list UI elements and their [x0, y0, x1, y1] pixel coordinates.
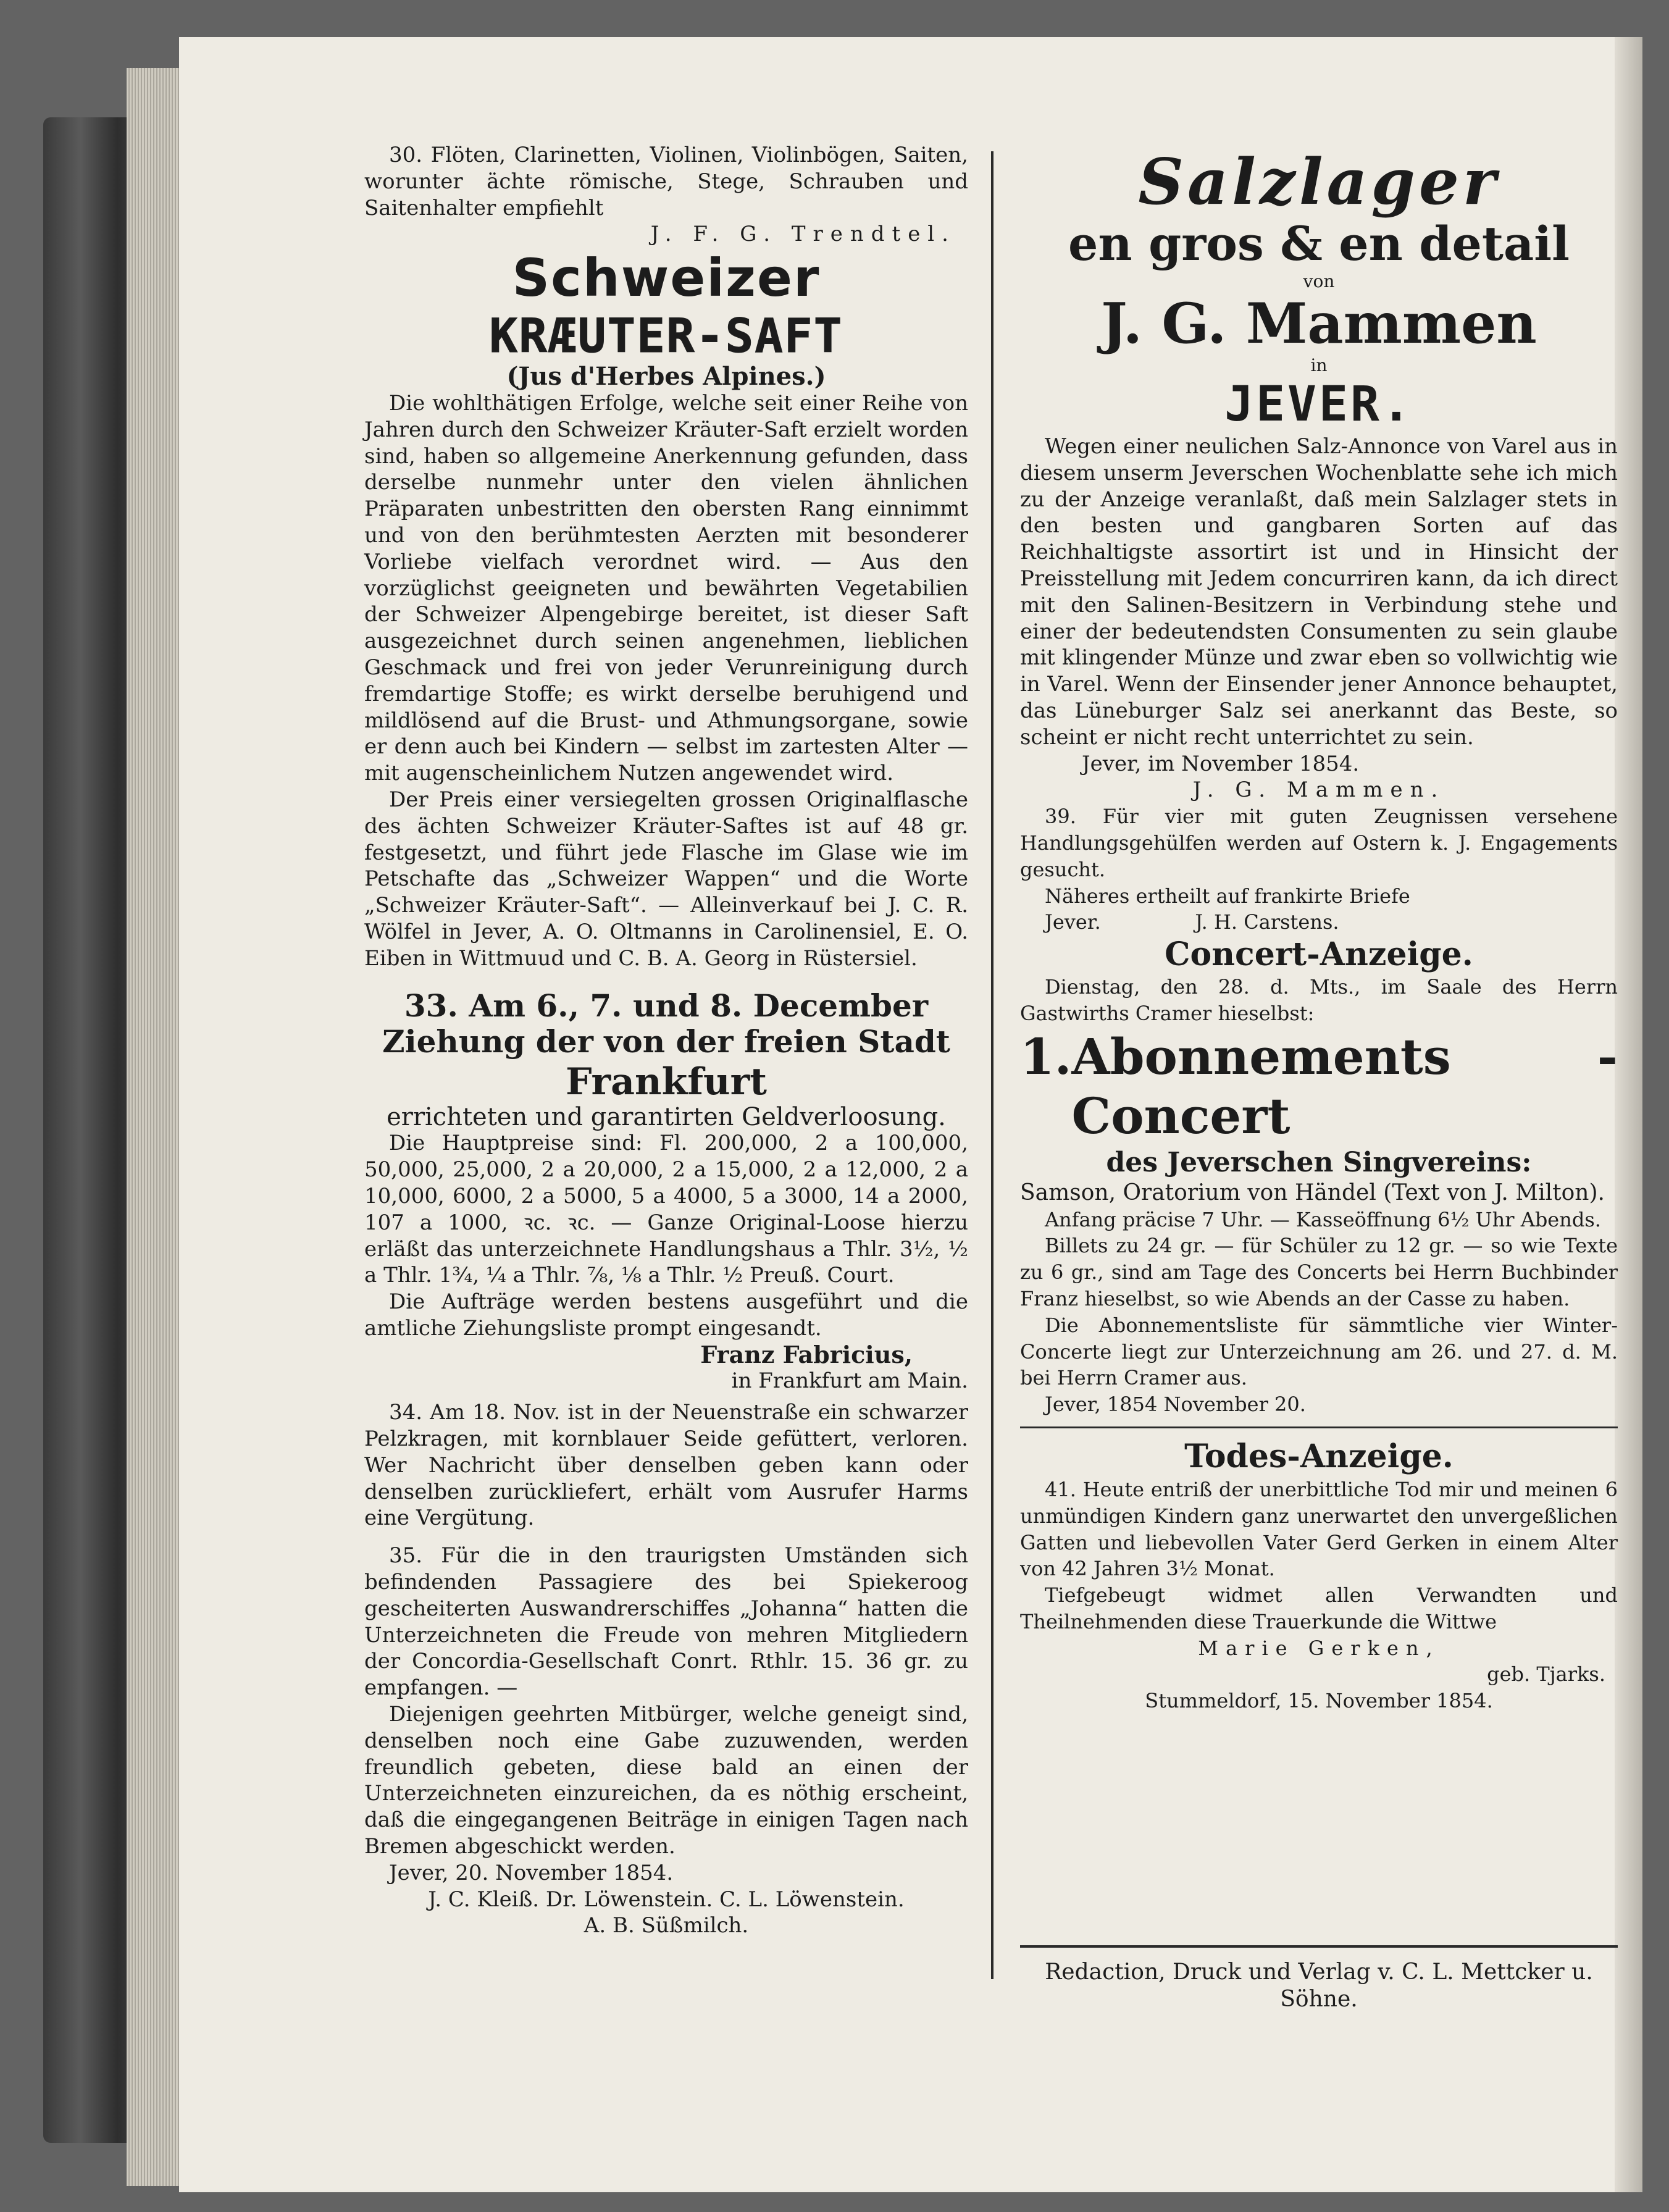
ad-33-signature-2: in Frankfurt am Main. — [731, 1368, 968, 1394]
concert-start: Anfang präcise 7 Uhr. — Kasseöffnung 6½ Uhr Abends. — [1045, 1207, 1601, 1231]
todes-text-2: Tiefgebeugt widmet allen Verwandten und Theilnehmenden diese Trauerkunde die Wittwe — [1020, 1583, 1618, 1633]
page-edges — [127, 68, 185, 2186]
todes-signature-2: geb. Tjarks. — [1487, 1662, 1605, 1686]
todes-date: Stummeldorf, 15. November 1854. — [1145, 1689, 1493, 1713]
concert-intro: Dienstag, den 28. d. Mts., im Saale des Herrn Gastwirths Cramer hieselbst: — [1020, 975, 1618, 1025]
ad-33-signature-1: Franz Fabricius, — [700, 1340, 913, 1368]
saft-body-2: Der Preis einer versiegelten grossen Originalflasche des ächten Schweizer Kräuter-Saftes ist auf 48 gr. festgesetzt, und führt jede Flasche im Glase wie im Petschafte das „Schweizer Wappen“ und die Worte „Schweizer Kräuter-Saft“. — Alleinverkauf bei J. C. R. Wölfel in Jever, A. O. Oltmanns in Carolinensiel, E. O. Eiben in Wittmuud und C. B. A. Georg in Rüstersiel. — [364, 787, 968, 971]
saft-body-1: Die wohlthätigen Erfolge, welche seit einer Reihe von Jahren durch den Schweizer Kräuter-Saft erzielt worden sind, haben so allgemeine Anerkennung gefunden, dass derselbe nunmehr unter den vielen ähnlichen Präparaten unbestritten den obersten Rang einnimmt und von den berühmtesten Aerzten mit besonderer Vorliebe vielfach verordnet wird. — Aus den vorzüglichst geeigneten und bewährten Vegetabilien der Schweizer Alpengebirge bereitet, ist dieser Saft ausgezeichnet durch seinen angenehmen, lieblichen Geschmack und frei von jeder Verunreinigung durch fremdartige Stoffe; es wirkt derselbe beruhigend und mildlösend auf die Brust- und Athmungsorgane, sowie er denn auch bei Kindern — selbst im zartesten Alter — mit augenscheinlichem Nutzen angewendet wird. — [364, 390, 968, 786]
concert-title: Abonnements - Concert — [1071, 1027, 1618, 1145]
salz-date: Jever, im November 1854. — [1082, 751, 1360, 776]
ad-30-signature: J. F. G. Trendtel. — [650, 222, 956, 247]
salz-in: in — [1310, 355, 1328, 375]
footer-rule — [1020, 1945, 1618, 1948]
saft-title-1: Schweizer — [512, 248, 821, 309]
ad-39-signature: Jever. J. H. Carstens. — [1045, 910, 1339, 934]
column-divider — [991, 151, 993, 1979]
ad-33-body-2: Die Aufträge werden bestens ausgeführt und die amtliche Ziehungsliste prompt eingesandt. — [364, 1289, 968, 1341]
ad-33-head: 33. Am 6., 7. und 8. December — [404, 987, 929, 1024]
concert-list: Die Abonnementsliste für sämmtliche vier Winter-Concerte liegt zur Unterzeichnung am 26. und 27. d. M. bei Herrn Cramer aus. — [1020, 1313, 1618, 1390]
todes-heading: Todes-Anzeige. — [1184, 1437, 1454, 1475]
right-column — [1020, 145, 1618, 1714]
todes-signature-1: Marie Gerken, — [1198, 1636, 1440, 1660]
salz-signature: J. G. Mammen. — [1192, 777, 1445, 803]
ad-33-title: Ziehung der von der freien Stadt — [382, 1023, 950, 1060]
todes-text-1: 41. Heute entriß der unerbittliche Tod mir und meinen 6 unmündigen Kindern ganz unerwartet den unvergeßlichen Gatten und liebevollen Vater Gerd Gerken in einem Alter von 42 Jahren 3½ Monat. — [1020, 1477, 1618, 1581]
concert-subtitle: des Jeverschen Singvereins: — [1106, 1146, 1532, 1178]
ad-35-text-2: Diejenigen geehrten Mitbürger, welche geneigt sind, denselben noch eine Gabe zuzuwenden, werden freundlich gebeten, diese bald an einen der Unterzeichneten einzureichen, da es nöthig erscheint, daß die eingegangenen Beiträge in einigen Tagen nach Bremen abgeschickt werden. — [364, 1702, 968, 1859]
salz-von: von — [1303, 271, 1335, 291]
ad-35-signature-2: A. B. Süßmilch. — [584, 1913, 749, 1938]
ad-39-more: Näheres ertheilt auf frankirte Briefe — [1045, 884, 1410, 908]
section-rule — [1020, 1426, 1618, 1428]
left-column — [364, 142, 968, 1939]
concert-date: Jever, 1854 November 20. — [1045, 1393, 1306, 1417]
ad-33-subtitle: errichteten und garantirten Geldverloosung. — [387, 1102, 946, 1131]
ad-39-text: 39. Für vier mit guten Zeugnissen versehene Handlungsgehülfen werden auf Ostern k. J. Engagements gesucht. — [1020, 805, 1618, 881]
ad-34-text: 34. Am 18. Nov. ist in der Neuenstraße ein schwarzer Pelzkragen, mit kornblauer Seide gefüttert, verloren. Wer Nachricht über denselben geben kann oder denselben zurückliefert, erhält vom Ausrufer Harms eine Vergütung. — [364, 1400, 968, 1531]
concert-number: 1. — [1020, 1027, 1072, 1086]
ad-30-text: 30. Flöten, Clarinetten, Violinen, Violinbögen, Saiten, worunter ächte römische, Stege, Schrauben und Saitenhalter empfiehlt — [364, 143, 968, 220]
saft-title-2: KRÆUTER-SAFT — [489, 308, 843, 364]
concert-heading: Concert-Anzeige. — [1165, 936, 1473, 974]
concert-tickets: Billets zu 24 gr. — für Schüler zu 12 gr. — so wie Texte zu 6 gr., sind am Tage des Concerts bei Herrn Buchbinder Franz hieselbst, so wie Abends an der Casse zu haben. — [1020, 1234, 1618, 1310]
saft-title-3: (Jus d'Herbes Alpines.) — [506, 362, 826, 392]
ad-35-date: Jever, 20. November 1854. — [389, 1860, 674, 1885]
salz-title: Salzlager — [1138, 145, 1500, 219]
ad-35-text-1: 35. Für die in den traurigsten Umständen sich befindenden Passagiere des bei Spiekeroog gescheiterten Auswandrerschiffes „Johanna“ hatten die Unterzeichneten die Freude von mehren Mitgliedern der Concordia-Gesellschaft Conrt. Rthlr. 15. 36 gr. zu empfangen. — — [364, 1543, 968, 1701]
salz-body: Wegen einer neulichen Salz-Annonce von Varel aus in diesem unserm Jeverschen Wochenblatte sehe ich mich zu der Anzeige veranlaßt, daß mein Salzlager stets in den besten und gangbaren Sorten auf das Reichhaltigste assortirt ist und in Hinsicht der Preisstellung mit Jedem concurriren kann, da ich direct mit den Salinen-Besitzern in Verbindung stehe und einer der bedeutendsten Consumenten zu sein glaube mit klingender Münze und zwar eben so vollwichtig wie in Varel. Wenn der Einsender jener Annonce behauptet, das Lüneburger Salz sei anerkannt das Beste, so scheint er nicht recht unterrichtet zu sein. — [1020, 434, 1618, 750]
salz-name: J. G. Mammen — [1101, 291, 1537, 356]
salz-city: JEVER. — [1224, 377, 1413, 432]
page-curl — [1615, 37, 1642, 2192]
concert-title-row — [1020, 1027, 1618, 1146]
ad-33-city: Frankfurt — [566, 1060, 767, 1104]
ad-35-signature-1: J. C. Kleiß. Dr. Löwenstein. C. L. Löwenstein. — [428, 1887, 905, 1912]
salz-engros: en gros & en detail — [1068, 216, 1570, 271]
concert-piece: Samson, Oratorium von Händel (Text von J. Milton). — [1020, 1179, 1605, 1205]
ad-33-body-1: Die Hauptpreise sind: Fl. 200,000, 2 a 100,000, 50,000, 25,000, 2 a 20,000, 2 a 15,000, 2 a 12,000, 2 a 10,000, 6000, 2 a 5000, 5 a 4000, 5 a 3000, 14 a 2000, 107 a 1000, ꝛc. ꝛc. — Ganze Original-Loose hierzu erläßt das unterzeichnete Handlungshaus a Thlr. 3½, ½ a Thlr. 1¾, ¼ a Thlr. ⅞, ⅛ a Thlr. ½ Preuß. Court. — [364, 1131, 968, 1288]
imprint-footer: Redaction, Druck und Verlag v. C. L. Mettcker u. Söhne. — [1045, 1959, 1593, 2012]
